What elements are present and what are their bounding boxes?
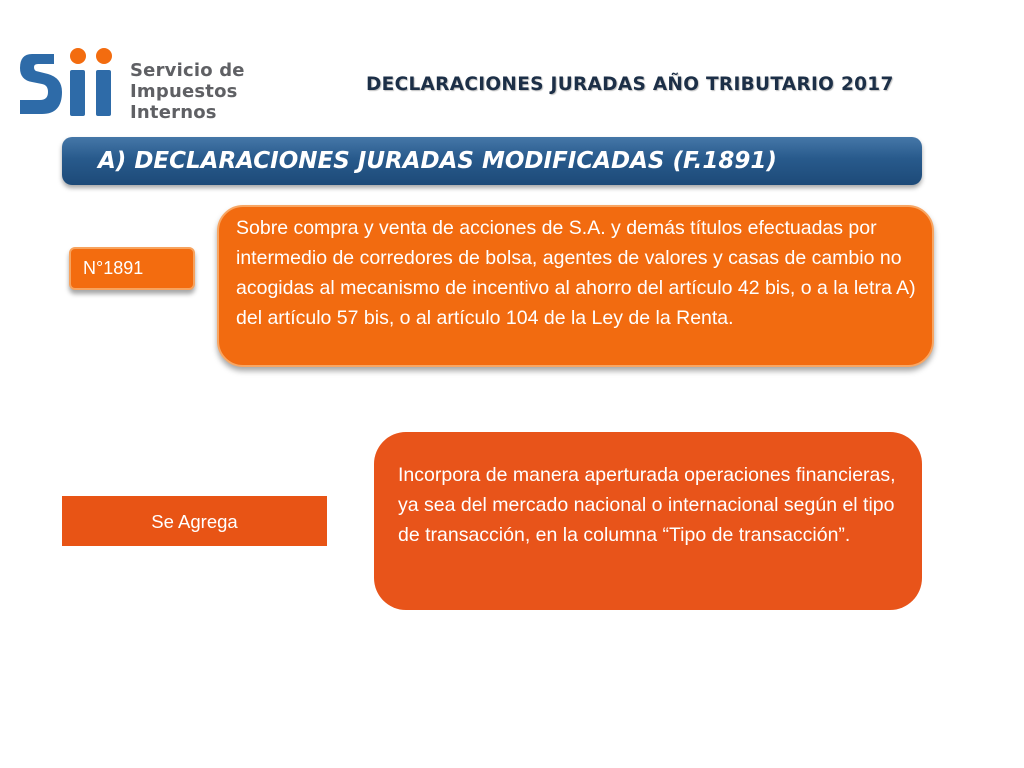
change-type-tag: Se Agrega [62,496,327,546]
logo-line-3: Internos [130,102,217,123]
change-detail-box: Incorpora de manera aperturada operaciones financieras, ya sea del mercado nacional o internacional según el tipo de transacción, en la columna “Tipo de transacción”. [374,432,922,610]
section-title-bar: A) DECLARACIONES JURADAS MODIFICADAS (F.1891) [62,137,922,185]
sii-logo-mark-icon [16,44,121,128]
logo-wordmark [130,60,245,123]
logo-line-1: Servicio de [130,60,245,81]
sii-logo [16,40,246,130]
form-number-tag: N°1891 [69,247,195,290]
page-header-title: DECLARACIONES JURADAS AÑO TRIBUTARIO 2017 [366,74,894,95]
logo-line-2: Impuestos [130,81,238,102]
form-description-box: Sobre compra y venta de acciones de S.A. y demás títulos efectuadas por intermedio de corredores de bolsa, agentes de valores y casas de cambio no acogidas al mecanismo de incentivo al ahorro del artículo 42 bis, o a la letra A) del artículo 57 bis, o al artículo 104 de la Ley de la Renta. [217,205,934,367]
